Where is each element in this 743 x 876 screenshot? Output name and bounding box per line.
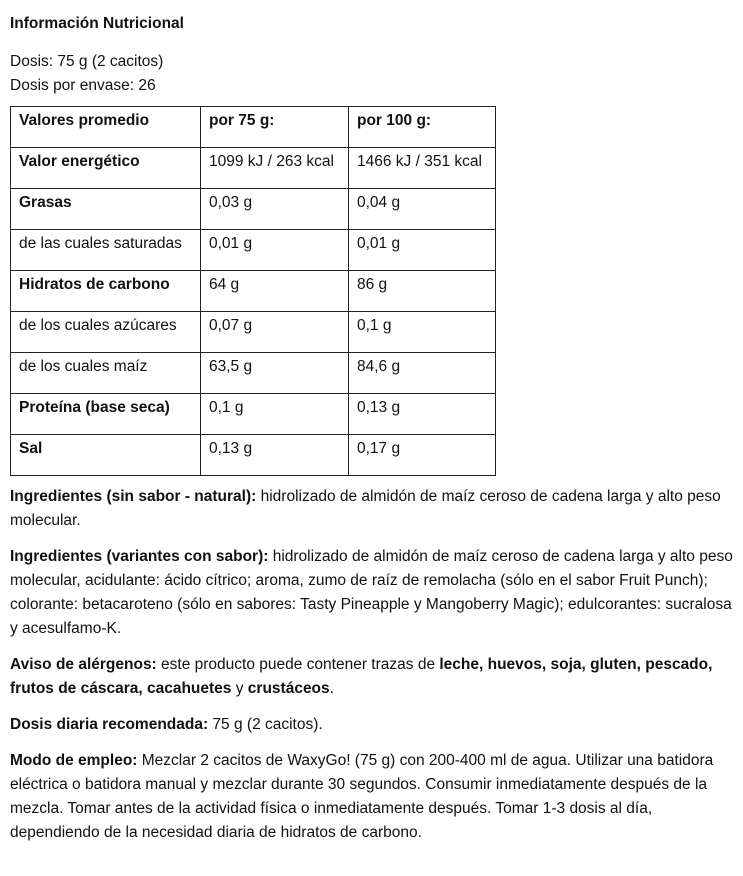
header-cell-per100: por 100 g:: [349, 107, 496, 148]
row-label: de los cuales azúcares: [11, 312, 201, 353]
allergens-text: este producto puede contener trazas de: [156, 656, 440, 673]
table-row: [11, 230, 496, 271]
row-value-per75: 0,07 g: [201, 312, 349, 353]
ingredients-flavored-paragraph: [10, 545, 733, 641]
ingredients-flavored-text: hidrolizado de almidón de maíz ceroso de cadena larga y alto peso molecular, acidulante: ácido cítrico; aroma, zumo de raíz de remolacha (sólo en el sabor Fruit Punch); colorante: betacaroteno (sólo en sabores: Tasty Pineapple y Mangoberry Magic); edulcorantes: sucralosa y acesulfamo-K.: [10, 548, 733, 637]
row-value-per75: 1099 kJ / 263 kcal: [201, 148, 349, 189]
table-row: [11, 394, 496, 435]
row-value-per100: 86 g: [349, 271, 496, 312]
row-label: de las cuales saturadas: [11, 230, 201, 271]
table-row: [11, 189, 496, 230]
ingredients-natural-paragraph: [10, 485, 733, 533]
table-header-row: [11, 107, 496, 148]
usage-text: Mezclar 2 cacitos de WaxyGo! (75 g) con 200-400 ml de agua. Utilizar una batidora eléctrica o batidora manual y mezclar durante 30 segundos. Consumir inmediatamente después de la mezcla. Tomar antes de la actividad física o inmediatamente después. Tomar 1-3 dosis al día, dependiendo de la necesidad diaria de hidratos de carbono.: [10, 752, 714, 841]
row-value-per100: 1466 kJ / 351 kcal: [349, 148, 496, 189]
daily-dose-label: Dosis diaria recomendada:: [10, 716, 209, 733]
table-row: [11, 148, 496, 189]
allergens-paragraph: [10, 653, 733, 701]
nutrition-table: [10, 106, 496, 476]
row-label: Hidratos de carbono: [11, 271, 201, 312]
servings-per-pack: Dosis por envase: 26: [10, 77, 156, 94]
row-value-per100: 0,13 g: [349, 394, 496, 435]
row-value-per100: 0,01 g: [349, 230, 496, 271]
row-label: Sal: [11, 435, 201, 476]
table-row: [11, 435, 496, 476]
row-value-per75: 0,13 g: [201, 435, 349, 476]
document-title: Información Nutricional: [10, 15, 184, 32]
table-row: [11, 271, 496, 312]
header-cell-label: Valores promedio: [11, 107, 201, 148]
serving-size: Dosis: 75 g (2 cacitos): [10, 53, 164, 70]
allergens-end: .: [329, 680, 334, 697]
row-value-per75: 63,5 g: [201, 353, 349, 394]
table-row: [11, 353, 496, 394]
row-value-per100: 0,1 g: [349, 312, 496, 353]
row-value-per75: 0,03 g: [201, 189, 349, 230]
ingredients-flavored-label: Ingredientes (variantes con sabor):: [10, 548, 269, 565]
row-value-per100: 0,04 g: [349, 189, 496, 230]
usage-label: Modo de empleo:: [10, 752, 138, 769]
row-value-per100: 84,6 g: [349, 353, 496, 394]
header-cell-per75: por 75 g:: [201, 107, 349, 148]
row-value-per75: 0,01 g: [201, 230, 349, 271]
usage-paragraph: [10, 749, 733, 845]
table-row: [11, 312, 496, 353]
ingredients-natural-label: Ingredientes (sin sabor - natural):: [10, 488, 257, 505]
daily-dose-text: 75 g (2 cacitos).: [208, 716, 323, 733]
row-label: Proteína (base seca): [11, 394, 201, 435]
allergens-last: crustáceos: [247, 680, 330, 697]
row-value-per75: 0,1 g: [201, 394, 349, 435]
allergens-list: leche, huevos, soja, gluten, pescado, frutos de cáscara, cacahuetes: [10, 656, 713, 697]
row-label: Valor energético: [11, 148, 201, 189]
ingredients-natural-text: hidrolizado de almidón de maíz ceroso de cadena larga y alto peso molecular.: [10, 488, 721, 529]
allergens-connector: y: [231, 680, 248, 697]
allergens-label: Aviso de alérgenos:: [10, 656, 157, 673]
row-value-per100: 0,17 g: [349, 435, 496, 476]
row-value-per75: 64 g: [201, 271, 349, 312]
row-label: de los cuales maíz: [11, 353, 201, 394]
daily-dose-paragraph: [10, 713, 733, 737]
row-label: Grasas: [11, 189, 201, 230]
